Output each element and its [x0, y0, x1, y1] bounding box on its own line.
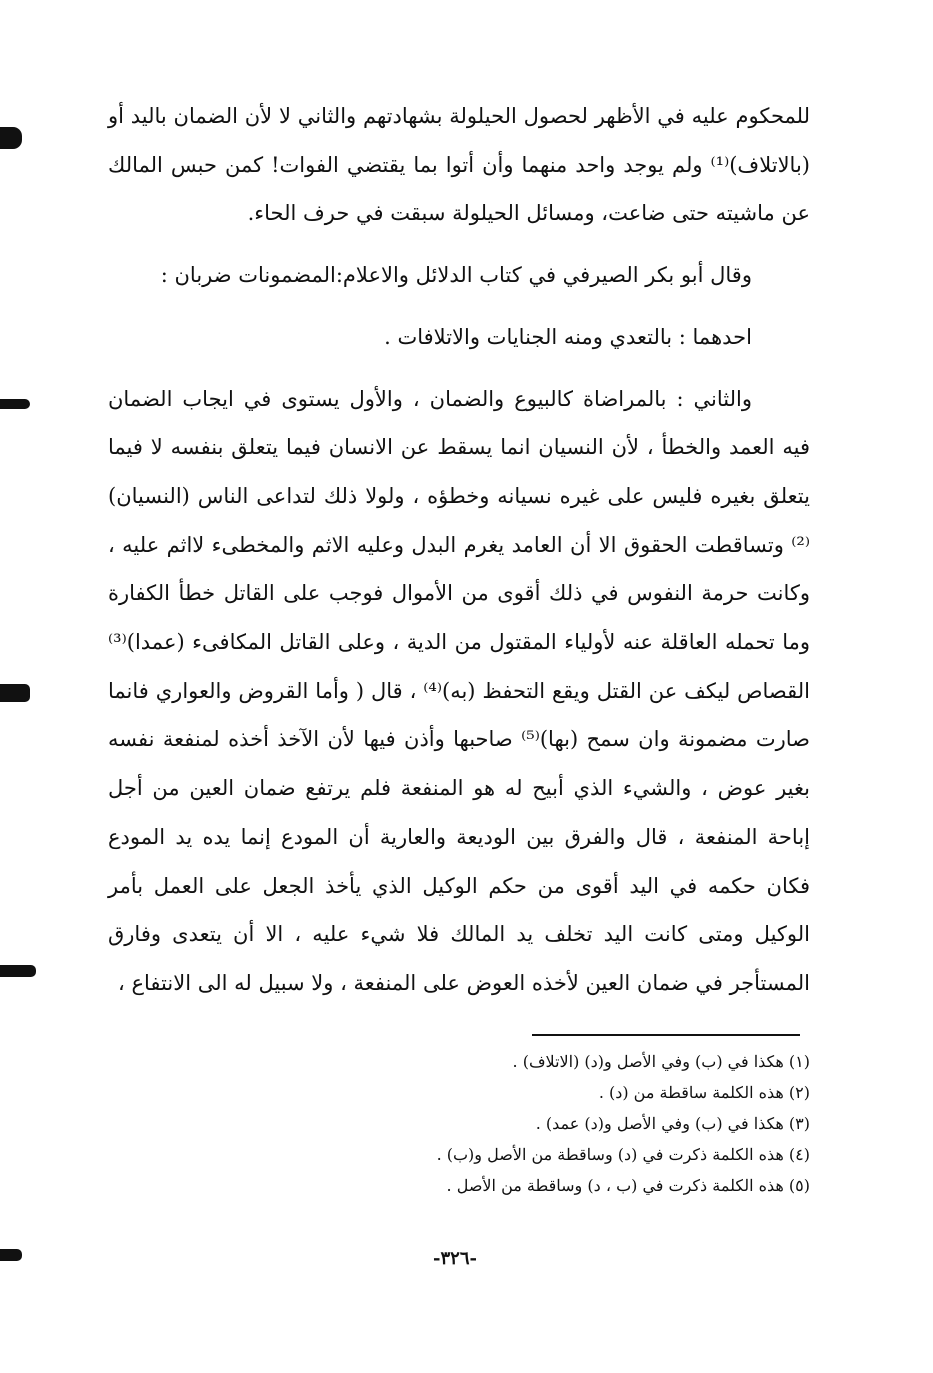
binding-mark [0, 965, 36, 977]
binding-mark [0, 399, 30, 409]
footnote-divider [532, 1034, 800, 1036]
footnote: (٣) هكذا في (ب) وفي الأصل و(د) عمد) . [535, 1114, 810, 1133]
paragraph: وقال أبو بكر الصيرفي في كتاب الدلائل والاعلام:المضمونات ضربان : [160, 263, 752, 288]
footnote: (٥) هذه الكلمة ذكرت في (ب ، د) وساقطة من الأصل . [446, 1176, 810, 1195]
footnote: (١) هكذا في (ب) وفي الأصل و(د) (الاتلاف) . [512, 1052, 810, 1071]
main-text [108, 92, 810, 1008]
binding-mark [0, 1249, 22, 1261]
paragraph: احدهما : بالتعدي ومنه الجنايات والاتلافات . [384, 324, 752, 349]
footnote: (٤) هذه الكلمة ذكرت في (د) وساقطة من الأصل و(ب) . [436, 1145, 810, 1164]
footnote: (٢) هذه الكلمة ساقطة من (د) . [598, 1083, 810, 1102]
footnotes [300, 1046, 810, 1201]
binding-mark [0, 684, 30, 702]
paragraph: والثاني : بالمراضاة كالبيوع والضمان ، والأول يستوى في ايجاب الضمان فيه العمد والخطأ ، لأن النسيان انما يسقط عن الانسان فيما يتعلق بنفسه لا فيما يتعلق بغيره فليس على غيره نسيانه وخطؤه ، ولولا ذلك لتداعى الناس (النسيان)⁽²⁾ وتساقطت الحقوق الا أن العامد يغرم البدل وعليه الاثم والمخطىء لااثم عليه ، وكانت حرمة النفوس في ذلك أقوى من الأموال فوجب على القاتل خطأ الكفارة وما تحمله العاقلة عنه لأولياء المقتول من الدية ، وعلى القاتل المكافىء (عمدا)⁽³⁾ القصاص ليكف عن القتل ويقع التحفظ (به)⁽⁴⁾ ، قال ( وأما القروض والعواري فانما صارت مضمونة وان سمح (بها)⁽⁵⁾ صاحبها وأذن فيها لأن الآخذ أخذه لمنفعة نفسه بغير عوض ، والشيء الذي أبيح له هو المنفعة فلم يرتفع ضمان العين من أجل إباحة المنفعة ، قال والفرق بين الوديعة والعارية أن المودع إنما يده يد المودع فكان حكمه في اليد أقوى من حكم الوكيل الذي يأخذ الجعل على العمل بأمر الوكيل ومتى كانت اليد تخلف يد المالك فلا شيء عليه ، الا أن يتعدى وفارق المستأجر في ضمان العين لأخذه العوض على المنفعة ، ولا سبيل له الى الانتفاع ، [108, 386, 810, 995]
binding-mark [0, 127, 22, 149]
paragraph: للمحكوم عليه في الأظهر لحصول الحيلولة بشهادتهم والثاني لا لأن الضمان باليد أو (بالاتلاف)⁽¹⁾ ولم يوجد واحد منهما وأن أتوا بما يقتضي الفوات! كمن حبس المالك عن ماشيته حتى ضاعت، ومسائل الحيلولة سبقت في حرف الحاء. [108, 104, 810, 226]
page-number: -٣٢٦- [433, 1248, 477, 1269]
